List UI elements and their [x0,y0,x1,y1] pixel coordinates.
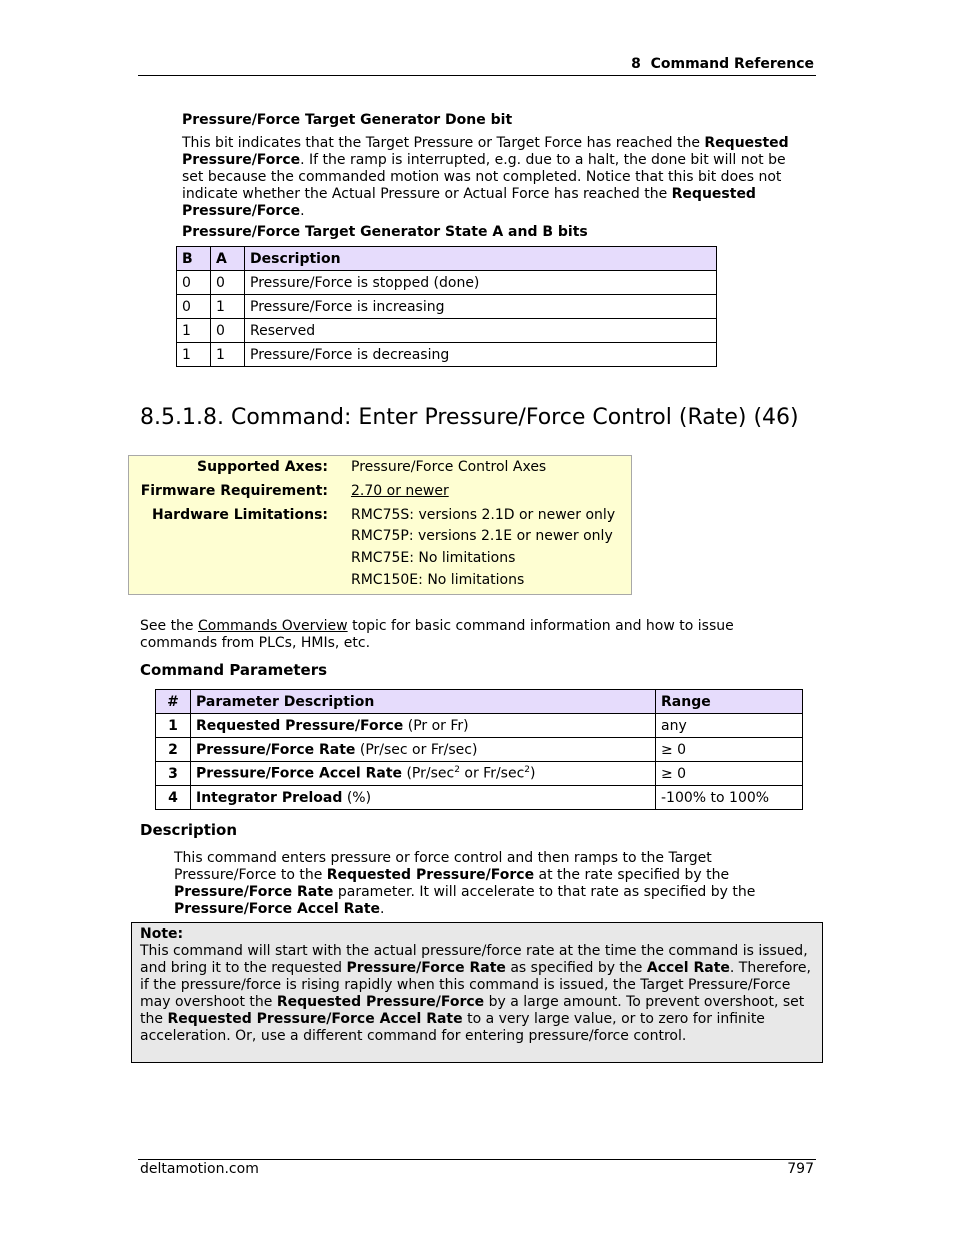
table-cell: 0 [211,319,245,343]
table-row [177,271,717,295]
hardware-value: RMC75E: No limitations [351,550,516,566]
hardware-label: Hardware Limitations: [152,507,328,523]
column-header: A [211,247,245,271]
param-number: 3 [156,762,191,786]
header-rule [138,75,816,76]
description-heading: Description [140,821,238,839]
table-row [156,762,803,786]
column-header: # [156,690,191,714]
overview-paragraph: See the Commands Overview topic for basic command information and how to issue commands from PLCs, HMIs, etc. [140,618,734,651]
supported-axes-value: Pressure/Force Control Axes [351,459,547,475]
param-description: Pressure/Force Rate (Pr/sec or Fr/sec) [191,738,656,762]
footer-site: deltamotion.com [140,1161,259,1177]
param-number: 1 [156,714,191,738]
column-header: Parameter Description [191,690,656,714]
note-label: Note: [140,926,184,942]
param-range: ≥ 0 [656,762,803,786]
param-number: 4 [156,786,191,810]
param-number: 2 [156,738,191,762]
table-cell: 0 [177,271,211,295]
column-header: Description [245,247,717,271]
table-cell: 0 [211,271,245,295]
page-header [138,56,814,72]
done-bit-paragraph: This bit indicates that the Target Pressure or Target Force has reached the Requested Pressure/Force. If the ramp is interrupted, e.g. due to a halt, the done bit will not be set because the commanded motion was not completed. Notice that this bit does not indicate whether the Actual Pressure or Actual Force has reached the Requested Pressure/Force. [182,135,789,219]
table-cell: 0 [177,295,211,319]
done-bit-heading: Pressure/Force Target Generator Done bit [182,112,513,128]
param-description: Integrator Preload (%) [191,786,656,810]
column-header: Range [656,690,803,714]
column-header: B [177,247,211,271]
hardware-value: RMC75S: versions 2.1D or newer only [351,507,616,523]
param-description: Requested Pressure/Force (Pr or Fr) [191,714,656,738]
firmware-link[interactable]: 2.70 or newer [351,483,449,499]
note-paragraph: Note: This command will start with the actual pressure/force rate at the time the command is issued, and bring it to the requested Pressure/Force Rate as specified by the Accel Rate. Therefore, if the pressure/force is rising rapidly when this command is issued, the Target Pressure/Force may overshoot the Requested Pressure/Force by a large amount. To prevent overshoot, set the Requested Pressure/Force Accel Rate to a very large value, or to zero for infinite acceleration. Or, use a different command for entering pressure/force control. [140,926,811,1044]
param-range: -100% to 100% [656,786,803,810]
param-range: any [656,714,803,738]
table-cell: Pressure/Force is increasing [245,295,717,319]
table-row [156,738,803,762]
table-row [177,295,717,319]
table-row [177,319,717,343]
page-number: 797 [787,1161,814,1177]
footer-rule [138,1159,816,1160]
note-box [131,922,823,1063]
description-paragraph: This command enters pressure or force control and then ramps to the Target Pressure/Force to the Requested Pressure/Force at the rate specified by the Pressure/Force Rate parameter. It will accelerate to that rate as specified by the Pressure/Force Accel Rate. [174,850,756,917]
param-description: Pressure/Force Accel Rate ($Pr/\sec^2$ or $Fr/\sec^2$) [191,762,656,786]
table-header-row [156,690,803,714]
requirements-box [128,455,632,595]
table-header-row [177,247,717,271]
table-cell: 1 [177,343,211,367]
parameters-table [155,689,803,810]
firmware-label: Firmware Requirement: [140,483,328,499]
hardware-value: RMC75P: versions 2.1E or newer only [351,528,613,544]
table-cell: Pressure/Force is decreasing [245,343,717,367]
table-row [156,786,803,810]
table-cell: Reserved [245,319,717,343]
state-bits-table [176,246,717,367]
hardware-value: RMC150E: No limitations [351,572,525,588]
table-cell: 1 [177,319,211,343]
section-title: 8.5.1.8. Command: Enter Pressure/Force Control (Rate) (46) [140,405,799,430]
commands-overview-link[interactable]: Commands Overview [198,618,348,634]
supported-axes-label: Supported Axes: [197,459,328,475]
chapter-title: 8 Command Reference [631,56,814,72]
table-cell: 1 [211,295,245,319]
command-parameters-heading: Command Parameters [140,661,328,679]
param-range: ≥ 0 [656,738,803,762]
table-row [156,714,803,738]
state-bits-heading: Pressure/Force Target Generator State A and B bits [182,224,588,240]
table-cell: Pressure/Force is stopped (done) [245,271,717,295]
table-row [177,343,717,367]
table-cell: 1 [211,343,245,367]
